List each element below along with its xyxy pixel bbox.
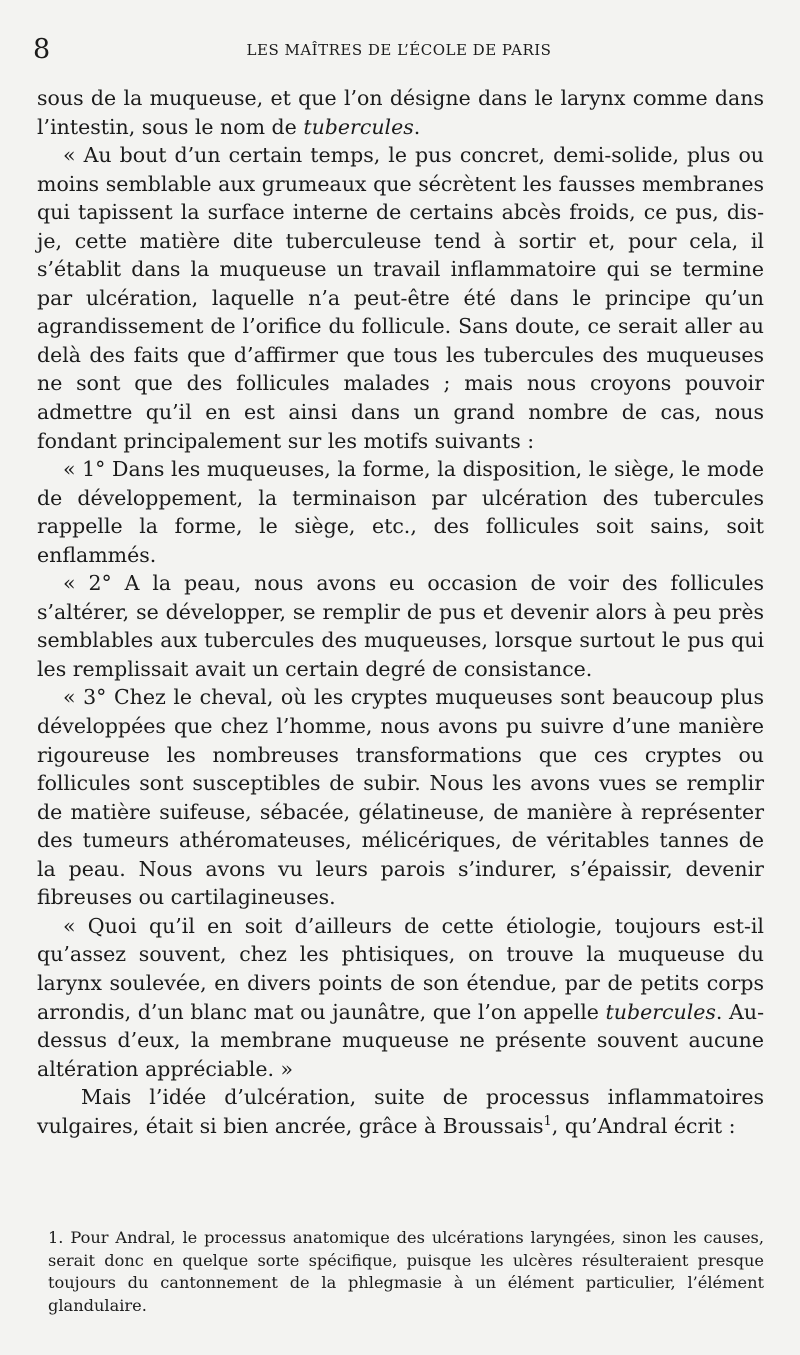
paragraph-4: « 2° A la peau, nous avons eu occasion de voir des follicules s’altérer, se développer, se remplir de pus et devenir alors à peu près semblables aux tubercules des muqueuses, lorsque surtout le pus qui les remplissait avait un certain degré de consistance. (37, 571, 764, 681)
paragraph-6 (37, 912, 764, 1083)
paragraph-7 (37, 1083, 764, 1140)
paragraph-6-text: « Quoi qu’il en soit d’ailleurs de cette étiologie, toujours est-il qu’assez souvent, chez les phtisiques, on trouve la muqueuse du larynx soulevée, en divers points de son étendue, par de petits corps arrondis, d’un blanc mat ou jaunâtre, que l’on appelle (37, 913, 764, 1024)
paragraph-5: « 3° Chez le cheval, où les cryptes muqueuses sont beaucoup plus développées que chez l’homme, nous avons pu suivre d’une manière rigoureuse les nombreuses transformations que ces cryptes ou follicules sont susceptibles de subir. Nous les avons vues se remplir de matière suifeuse, sébacée, gélatineuse, de manière à représenter des tumeurs athéromateuses, mélicériques, de véritables tannes de la peau. Nous avons vu leurs parois s’indurer, s’épaissir, devenir fibreuses ou cartilagineuses. (37, 685, 764, 910)
body-text (37, 84, 764, 1140)
paragraph-6-end: . Au-dessus d’eux, la membrane muqueuse ne présente souvent aucune altération appréciable. » (37, 999, 764, 1081)
paragraph-7-end: , qu’Andral écrit : (551, 1113, 736, 1138)
paragraph-1-end: . (413, 114, 421, 139)
running-title: LES MAÎTRES DE L’ÉCOLE DE PARIS (246, 41, 552, 59)
paragraph-1-text: sous de la muqueuse, et que l’on désigne dans le larynx comme dans l’intestin, sous le nom de (37, 86, 764, 139)
page-number: 8 (33, 34, 51, 65)
paragraph-1 (37, 84, 764, 141)
italic-term: tubercules (605, 999, 716, 1024)
paragraph-7-text: Mais l’idée d’ulcération, suite de processus inflammatoires vulgaires, était si bien ancrée, grâce à Broussais (37, 1085, 764, 1138)
page-header (33, 34, 765, 66)
italic-term: tubercules (303, 114, 414, 139)
paragraph-3: « 1° Dans les muqueuses, la forme, la disposition, le siège, le mode de développement, la terminaison par ulcération des tubercules rappelle la forme, le siège, etc., des follicules soit sains, soit enflammés. (37, 457, 764, 567)
paragraph-2: « Au bout d’un certain temps, le pus concret, demi-solide, plus ou moins semblable aux grumeaux que sécrètent les fausses membranes qui tapissent la surface interne de certains abcès froids, ce pus, dis-je, cette matière dite tuberculeuse tend à sortir et, pour cela, il s’établit dans la muqueuse un travail inflammatoire qui se termine par ulcération, laquelle n’a peut-être été dans le principe qu’un agrandissement de l’orifice du follicule. Sans doute, ce serait aller au delà des faits que d’affirmer que tous les tubercules des muqueuses ne sont que des follicules malades ; mais nous croyons pouvoir admettre qu’il en est ainsi dans un grand nombre de cas, nous fondant principalement sur les motifs suivants : (37, 143, 764, 453)
footnote-ref: 1 (543, 1113, 552, 1129)
footnote: 1. Pour Andral, le processus anatomique des ulcérations laryngées, sinon les causes, serait donc en quelque sorte spécifique, puisque les ulcères résulteraient presque toujours du cantonnement de la phlegmasie à un élément particulier, l’élément glandulaire. (48, 1228, 764, 1315)
